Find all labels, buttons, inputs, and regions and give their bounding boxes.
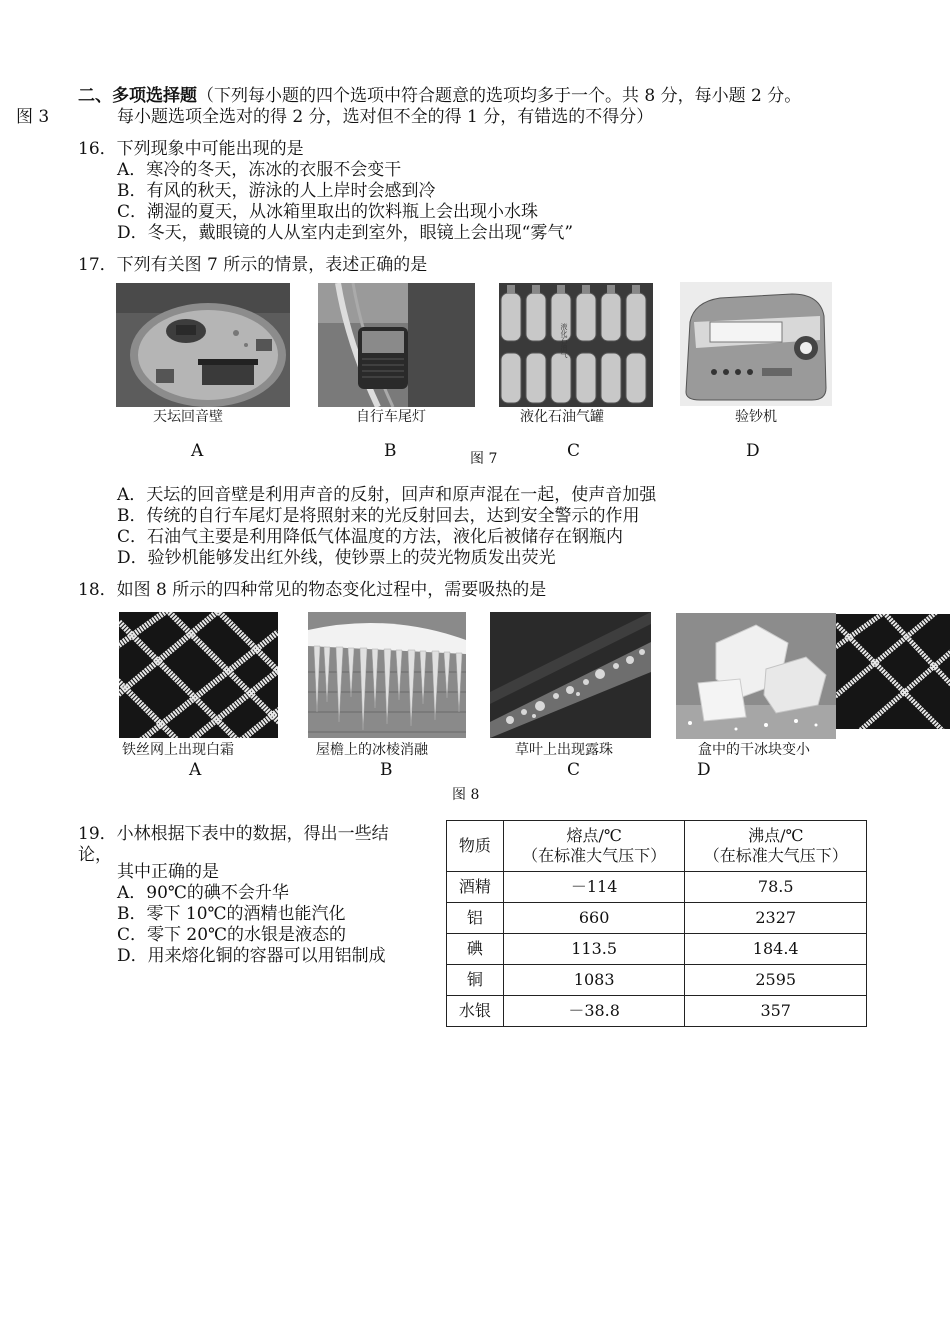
header-melting xyxy=(503,821,685,872)
section-heading-line xyxy=(78,86,801,107)
figure-8-label: 图 8 xyxy=(452,787,480,803)
q16-option-d: D．冬天，戴眼镜的人从室内走到室外，眼镜上会出现“雾气” xyxy=(117,223,574,243)
cell-substance: 铜 xyxy=(447,965,504,996)
q17-option-c: C．石油气主要是利用降低气体温度的方法，液化后被储存在钢瓶内 xyxy=(117,527,624,547)
frost-wire-mesh-photo xyxy=(119,612,278,738)
q19-option-a: A．90℃的碘不会升华 xyxy=(117,883,289,903)
q17-option-a: A．天坛的回音壁是利用声音的反射，回声和原声混在一起，使声音加强 xyxy=(117,485,657,505)
q17-stem: 17．下列有关图 7 所示的情景，表述正确的是 xyxy=(78,255,428,275)
q17-letter-d: D xyxy=(746,441,760,461)
bicycle-tail-light-photo xyxy=(318,283,475,407)
q16-option-b: B．有风的秋天，游泳的人上岸时会感到冷 xyxy=(117,181,436,201)
cell-substance: 水银 xyxy=(447,996,504,1027)
temple-illustration xyxy=(116,283,290,407)
cell-substance: 酒精 xyxy=(447,872,504,903)
header-boiling xyxy=(685,821,867,872)
q18-letter-c: C xyxy=(567,760,581,780)
cell-melting: 113.5 xyxy=(503,934,685,965)
dew-on-leaf-photo xyxy=(490,612,651,738)
cell-boiling: 2595 xyxy=(685,965,867,996)
money-detector-photo xyxy=(680,282,832,406)
q16-stem: 16．下列现象中可能出现的是 xyxy=(78,139,304,159)
header-boiling-title: 沸点/℃ xyxy=(748,826,804,845)
frost-mesh-extra-illustration xyxy=(836,614,950,729)
header-melting-note: （在标准大气压下） xyxy=(522,846,667,865)
cell-boiling: 2327 xyxy=(685,903,867,934)
q17-letter-a: A xyxy=(191,441,204,461)
dry-ice-illustration xyxy=(676,613,836,739)
q18-caption-b: 屋檐上的冰棱消融 xyxy=(316,742,428,758)
q18-letter-a: A xyxy=(189,760,202,780)
cell-melting: 660 xyxy=(503,903,685,934)
q17-caption-b: 自行车尾灯 xyxy=(356,409,426,425)
table-row xyxy=(447,996,867,1027)
dew-illustration xyxy=(490,612,651,738)
icicles-illustration xyxy=(308,612,466,738)
q18-caption-c: 草叶上出现露珠 xyxy=(515,742,613,758)
icicles-photo xyxy=(308,612,466,738)
cell-boiling: 78.5 xyxy=(685,872,867,903)
q18-letter-d: D xyxy=(697,760,711,780)
cell-boiling: 184.4 xyxy=(685,934,867,965)
q17-option-d: D．验钞机能够发出红外线，使钞票上的荧光物质发出荧光 xyxy=(117,548,556,568)
lpg-tanks-illustration xyxy=(499,283,653,407)
q19-option-d: D．用来熔化铜的容器可以用铝制成 xyxy=(117,946,386,966)
q17-option-b: B．传统的自行车尾灯是将照射来的光反射回去，达到安全警示的作用 xyxy=(117,506,640,526)
q18-letter-b: B xyxy=(380,760,393,780)
table-row xyxy=(447,965,867,996)
q19-option-c: C．零下 20℃的水银是液态的 xyxy=(117,925,347,945)
q17-caption-d: 验钞机 xyxy=(735,409,777,425)
q19-option-b: B．零下 10℃的酒精也能汽化 xyxy=(117,904,346,924)
section-instructions-2: 每小题选项全选对的得 2 分，选对但不全的得 1 分，有错选的不得分） xyxy=(117,107,654,127)
cell-substance: 碘 xyxy=(447,934,504,965)
q18-caption-d: 盒中的干冰块变小 xyxy=(698,742,810,758)
cell-melting: －38.8 xyxy=(503,996,685,1027)
money-detector-illustration xyxy=(680,282,832,406)
table-row xyxy=(447,903,867,934)
q19-stem-line1: 19．小林根据下表中的数据，得出一些结 xyxy=(78,824,389,844)
cell-boiling: 357 xyxy=(685,996,867,1027)
header-substance: 物质 xyxy=(447,821,504,872)
q16-option-a: A．寒冷的冬天，冻冰的衣服不会变干 xyxy=(117,160,402,180)
lpg-tanks-photo xyxy=(499,283,653,407)
q17-caption-c: 液化石油气罐 xyxy=(520,409,604,425)
q17-letter-b: B xyxy=(384,441,397,461)
section-instructions-1: （下列每小题的四个选项中符合题意的选项均多于一个。共 8 分，每小题 2 分。 xyxy=(197,86,802,106)
header-boiling-note: （在标准大气压下） xyxy=(703,846,848,865)
q17-letter-c: C xyxy=(567,441,581,461)
q16-option-c: C．潮湿的夏天，从冰箱里取出的饮料瓶上会出现小水珠 xyxy=(117,202,539,222)
melting-boiling-table xyxy=(446,820,867,1027)
figure-7-label: 图 7 xyxy=(470,451,498,467)
q19-stem-line2: 论， xyxy=(78,845,112,865)
frost-mesh-illustration xyxy=(119,612,278,738)
table-row xyxy=(447,934,867,965)
frost-wire-mesh-extra-photo xyxy=(836,614,950,729)
q18-caption-a: 铁丝网上出现白霜 xyxy=(122,742,234,758)
dry-ice-photo xyxy=(676,613,836,739)
tail-light-illustration xyxy=(318,283,475,407)
cell-melting: 1083 xyxy=(503,965,685,996)
cell-substance: 铝 xyxy=(447,903,504,934)
table-row xyxy=(447,872,867,903)
table-header-row xyxy=(447,821,867,872)
side-figure-label: 图 3 xyxy=(16,107,50,127)
q19-stem-line3: 其中正确的是 xyxy=(117,862,219,882)
q17-caption-a: 天坛回音壁 xyxy=(153,409,223,425)
header-melting-title: 熔点/℃ xyxy=(566,826,622,845)
temple-of-heaven-photo xyxy=(116,283,290,407)
section-heading: 二、多项选择题 xyxy=(78,86,197,106)
q18-stem: 18．如图 8 所示的四种常见的物态变化过程中，需要吸热的是 xyxy=(78,580,547,600)
tank-label: 液化石油气 xyxy=(560,323,568,358)
cell-melting: －114 xyxy=(503,872,685,903)
